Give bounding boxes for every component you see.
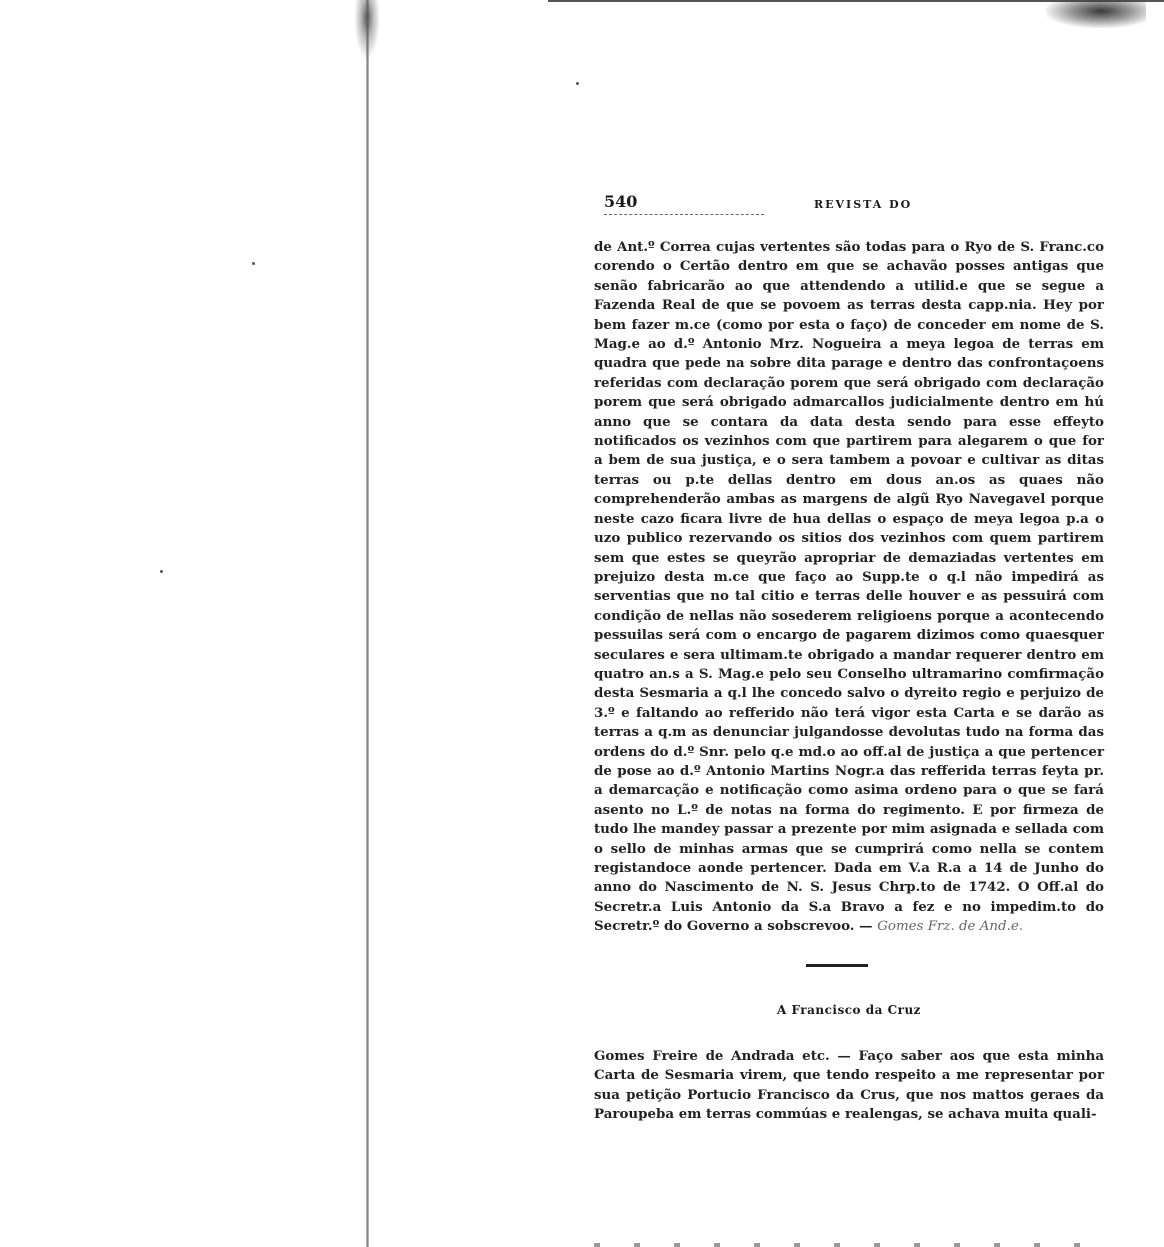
binding-gutter-line	[366, 0, 369, 1247]
binding-mark	[354, 0, 380, 60]
section-heading: A Francisco da Cruz	[777, 1003, 921, 1017]
header-rule	[604, 214, 764, 215]
scan-speck	[576, 82, 579, 85]
scan-corner-smudge	[1046, 0, 1146, 28]
body-text	[594, 238, 1104, 937]
scan-speck	[160, 570, 163, 573]
section-paragraph: Gomes Freire de Andrada etc. — Faço saber aos que esta minha Carta de Sesmaria virem, que tendo respeito a me representar por sua petição Portucio Francisco da Crus, que nos mattos geraes da Paroupeba em terras commúas e realengas, se achava muita quali-	[594, 1048, 1104, 1123]
body-paragraph-text: de Ant.º Correa cujas vertentes são todas para o Ryo de S. Franc.co corendo o Certão dentro em que se achavão posses antigas que senão fabricarão ao que attendendo a utilid.e que se segue a Fazenda Real de que se povoem as terras desta capp.nia. Hey por bem fazer m.ce (como por esta o faço) de conceder em nome de S. Mag.e ao d.º Antonio Mrz. Nogueira a meya legoa de terras em quadra que pede na sobre dita parage e dentro das confrontaçoens referidas com declaração porem que será obrigado com declaração porem que será obrigado admarcallos judicialmente dentro em hú anno que se contara da data desta sendo para esse effeyto notificados os vezinhos com que partirem para alegarem o que for a bem de sua justiça, e o sera tambem a povoar e cultivar as ditas terras ou p.te dellas dentro em dous an.os as quaes não comprehenderão ambas as margens de algũ Ryo Navegavel porque neste cazo ficara livre de hua dellas o espaço de meya legoa p.a o uzo publico rezervando os sitios dos vezinhos com quem partirem sem que estes se queyrão apropriar de demaziadas vertentes em prejuizo desta m.ce que faço ao Supp.te o q.l não impedirá as serventias que no tal citio e terras delle houver e as pessuirá com condição de nellas não sosederem religioens porque a acontecendo pessuilas será com o encargo de pagarem dizimos como quaesquer seculares e sera ultimam.te obrigado a mandar requerer dentro em quatro an.s a S. Mag.e pelo seu Conselho ultramarino comfirmação desta Sesmaria a q.l lhe concedo salvo o dyreito regio e perjuizo de 3.º e faltando ao refferido não terá vigor esta Carta e se darão as terras a q.m as denunciar julgandosse devolutas tudo na forma das ordens do d.º Snr. pelo q.e md.o ao off.al de justiça a que pertencer de pose ao d.º Antonio Martins Nogr.a das refferida terras feyta pr. a demarcação e notificação como asima ordeno para o que se fará asento no L.º de notas na forma do regimento. E por firmeza de tudo lhe mandey passar a prezente por mim asignada e sellada com o sello de minhas armas que se cumprirá como nella se contem registandoce aonde pertencer. Dada em V.a R.a a 14 de Junho do anno do Nascimento de N. S. Jesus Chrp.to de 1742. O Off.al do Secretr.a Luis Antonio da S.a Bravo a fez e no impedim.to do Secretr.º do Governo a sobscrevoo. —	[594, 239, 1104, 935]
section-separator	[806, 964, 868, 967]
scan-bottom-edge	[594, 1243, 1094, 1247]
page-number: 540	[604, 192, 638, 211]
running-head: REVISTA DO	[814, 198, 913, 211]
scan-speck	[252, 262, 255, 265]
body-paragraph	[594, 238, 1104, 937]
page-header	[604, 190, 1098, 218]
section-text	[594, 1047, 1104, 1125]
signature: Gomes Frz. de And.e.	[877, 919, 1024, 935]
